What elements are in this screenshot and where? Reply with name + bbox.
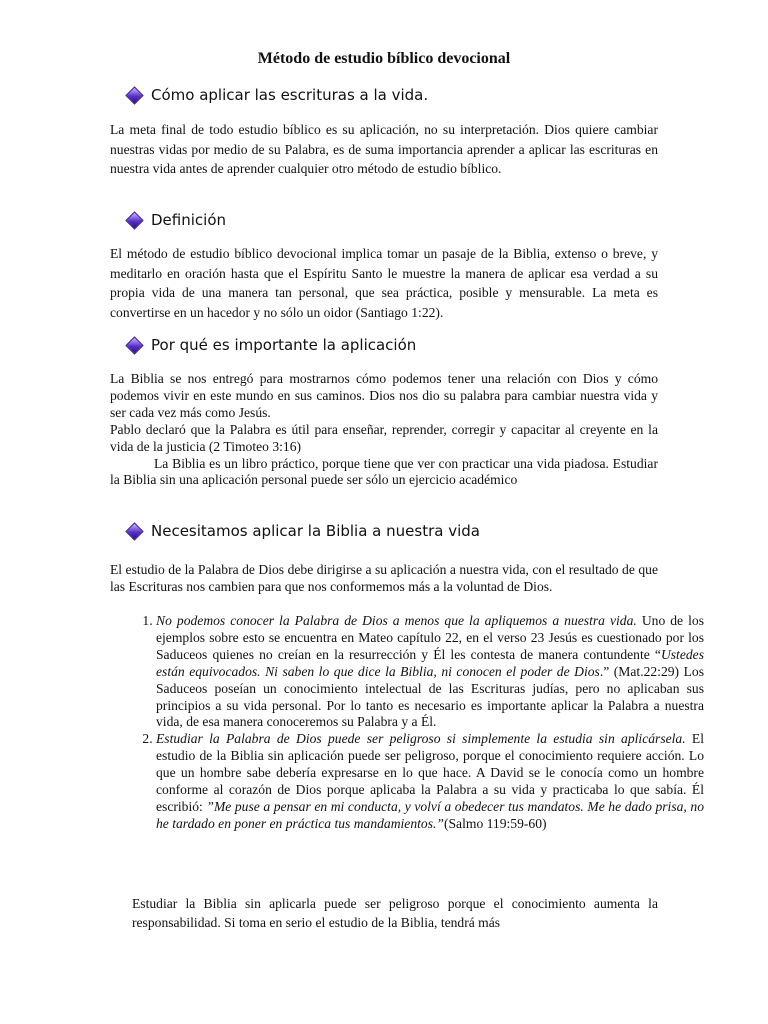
section-heading-label: Por qué es importante la aplicación <box>151 336 417 354</box>
section-heading-aplicar <box>128 86 428 104</box>
section-heading-necesitamos <box>128 522 480 540</box>
diamond-bullet-icon <box>125 336 143 354</box>
paragraph-meta-final: La meta final de todo estudio bíblico es su aplicación, no su interpretación. Dios quiere cambiar nuestras vidas por medio de su Palabra, es de suma importancia aprender a aplicar las escrituras en nuestra vida antes de aprender cualquier otro método de estudio bíblico. <box>110 122 658 176</box>
paragraph-text: La Biblia es un libro práctico, porque tiene que ver con practicar una vida piadosa. Estudiar la Biblia sin una aplicación personal puede ser sólo un ejercicio académico <box>110 455 658 488</box>
paragraph-text: La Biblia se nos entregó para mostrarnos cómo podemos tener una relación con Dios y cómo podemos vivir en este mundo en sus caminos. Dios nos dio su palabra para cambiar nuestra vida y ser cada vez más como Jesús. <box>110 371 658 420</box>
paragraph-definicion: El método de estudio bíblico devocional implica tomar un pasaje de la Biblia, extenso o breve, y meditarlo en oración hasta que el Espíritu Santo le muestre la manera de aplicar esa verdad a su propia vida de una manera tan personal, que sea práctica, posible y mensurable. La meta es convertirse en un hacedor y no sólo un oidor (Santiago 1:22). <box>110 246 658 320</box>
paragraph-importancia <box>110 371 658 489</box>
section-heading-label: Cómo aplicar las escrituras a la vida. <box>151 86 429 104</box>
numbered-list <box>110 613 704 833</box>
section-heading-label: Necesitamos aplicar la Biblia a nuestra vida <box>151 522 480 540</box>
diamond-bullet-icon <box>125 211 143 229</box>
paragraph-closing: Estudiar la Biblia sin aplicarla puede ser peligroso porque el conocimiento aumenta la responsabilidad. Si toma en serio el estudio de la Biblia, tendrá más <box>132 896 658 930</box>
diamond-bullet-icon <box>125 86 143 104</box>
diamond-bullet-icon <box>125 522 143 540</box>
list-item: 2. Estudiar la Palabra de Dios puede ser peligroso si simplemente la estudia sin aplicársela. El estudio de la Biblia sin aplicación puede ser peligroso, porque el conocimiento requiere acción. Lo que un hombre sabe debería expresarse en lo que hace. A David se le conocía como un hombre conforme al corazón de Dios porque aplicaba la Palabra a su vida y practicaba lo que sabía. Él escribió: ”Me puse a pensar en mi conducta, y volví a obedecer tus mandatos. Me he dado prisa, no he tardado en poner en práctica tus mandamientos.”(Salmo 119:59-60) <box>156 731 704 832</box>
section-heading-label: Definición <box>151 211 226 229</box>
paragraph-text: Pablo declaró que la Palabra es útil para enseñar, reprender, corregir y capacitar al creyente en la vida de la justicia (2 Timoteo 3:16) <box>110 421 658 454</box>
section-heading-importancia <box>128 336 416 354</box>
list-item: 1. No podemos conocer la Palabra de Dios a menos que la apliquemos a nuestra vida. Uno de los ejemplos sobre esto se encuentra en Mateo capítulo 22, en el verso 23 Jesús es cuestionado por los Saduceos quienes no creían en la resurrección y Él les contesta de manera contundente “Ustedes están equivocados. Ni saben lo que dice la Biblia, ni conocen el poder de Dios.” (Mat.22:29) Los Saduceos poseían un conocimiento intelectual de las Escrituras judías, pero no aplicaban sus principios a su vida personal. Por lo tanto es necesario es importante aplicar la Palabra a nuestra vida, de esa manera conoceremos su Palabra y a Él. <box>156 613 704 731</box>
page-title: Método de estudio bíblico devocional <box>257 50 511 67</box>
paragraph-necesitamos: El estudio de la Palabra de Dios debe dirigirse a su aplicación a nuestra vida, con el resultado de que las Escrituras nos cambien para que nos conformemos más a la voluntad de Dios. <box>110 562 658 594</box>
section-heading-definicion <box>128 211 226 229</box>
